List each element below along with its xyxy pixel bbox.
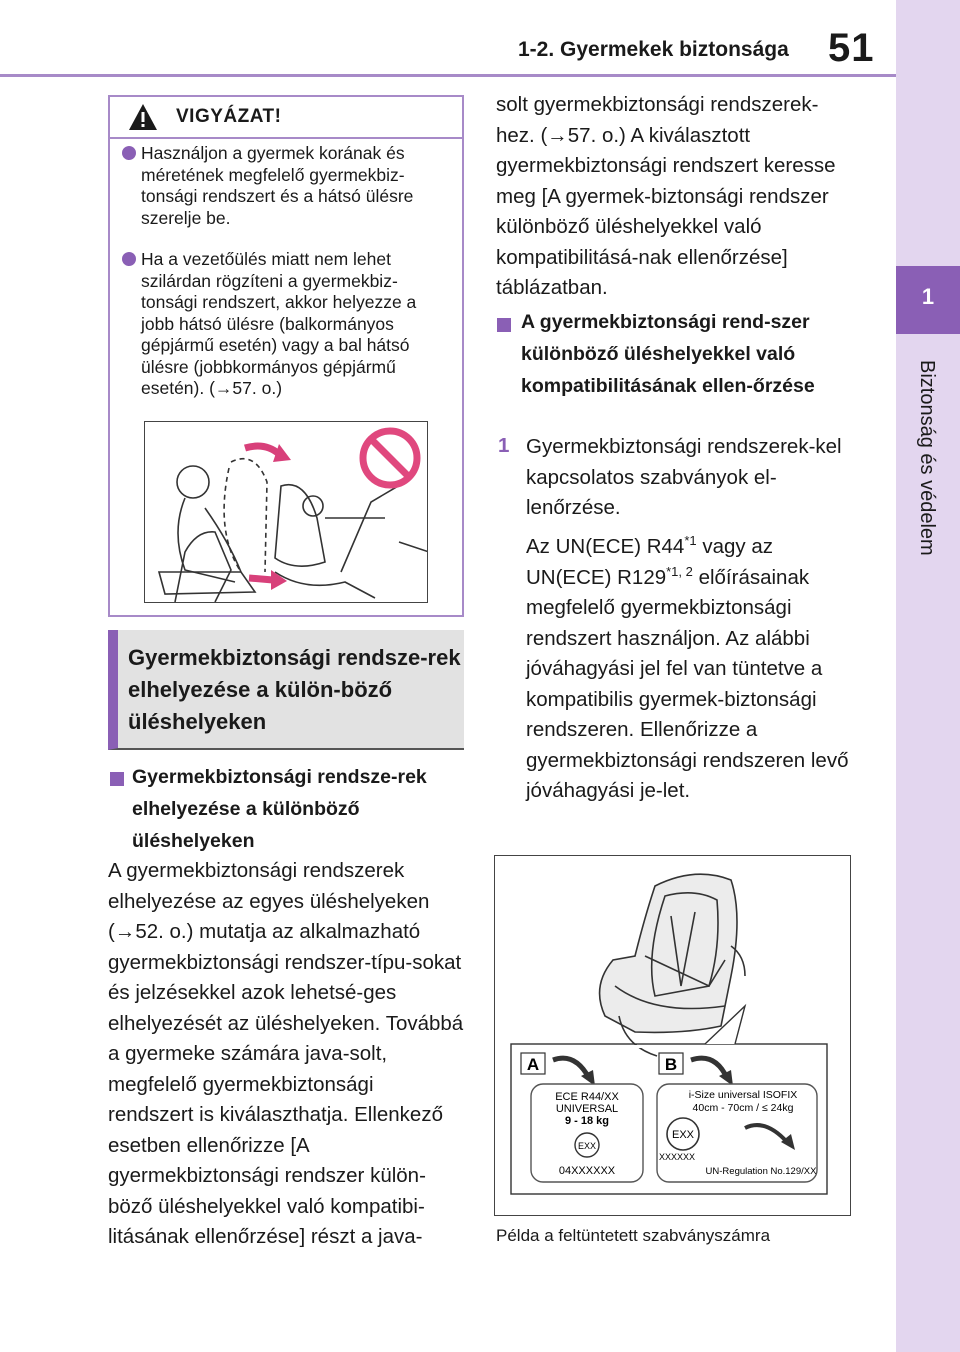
section-heading-box bbox=[108, 630, 464, 750]
caution-item bbox=[122, 143, 452, 229]
page-number: 51 bbox=[828, 26, 875, 70]
step-number: 1 bbox=[498, 434, 510, 457]
approval-label-figure bbox=[494, 855, 851, 1216]
step-detail-part: vagy az UN(ECE) R129 bbox=[526, 535, 773, 589]
caution-item-text: Használjon a gyermek korának és méretének megfelelő gyermekbiz-tonsági rendszert és a hátsó ülésre szerelje be. bbox=[141, 143, 414, 228]
label-a-line3: 9 - 18 kg bbox=[564, 1115, 610, 1127]
body-paragraph-continued: solt gyermekbiztonsági rendszerek-hez. (→57. o.) A kiválasztott gyermekbiztonsági rendszert keresse meg [A gyermek-biztonsági rendszer különböző üléshelyekkel való kompatibilitásá-nak ellenőrzése] táblázatban. bbox=[496, 93, 836, 299]
label-a-line2: UNIVERSAL bbox=[555, 1103, 619, 1115]
label-b-mark: EXX bbox=[671, 1129, 695, 1141]
figure-caption: Példa a feltüntetett szabványszámra bbox=[496, 1226, 771, 1245]
illustration-drawing bbox=[145, 422, 428, 603]
child-seat-front-seat-illustration bbox=[144, 421, 428, 603]
caution-item-text: Ha a vezetőülés miatt nem lehet szilárdan rögzíteni a gyermekbiz-tonsági rendszert, akkor helyezze a jobb hátsó ülésre (balkormányos gépjármű esetén) vagy a bal hátsó ülésre (jobbkormányos gépjármű esetén). (→57. o.) bbox=[141, 249, 417, 398]
section-heading: Gyermekbiztonsági rendsze-rek elhelyezése a külön-böző üléshelyeken bbox=[128, 645, 461, 734]
caution-item bbox=[122, 249, 452, 400]
warning-triangle-icon bbox=[128, 103, 158, 131]
label-a-mark: EXX bbox=[577, 1141, 597, 1151]
step-detail-part: Az UN(ECE) R44 bbox=[526, 535, 685, 558]
subheading: Gyermekbiztonsági rendsze-rek elhelyezése a különböző üléshelyeken bbox=[132, 766, 427, 852]
label-b: B bbox=[664, 1055, 678, 1074]
step-detail bbox=[526, 532, 856, 807]
caution-title: VIGYÁZAT! bbox=[176, 106, 282, 127]
label-b-regulation: UN-Regulation No.129/XX bbox=[705, 1166, 817, 1177]
chapter-side-tab bbox=[896, 0, 960, 1352]
header-rule bbox=[0, 74, 896, 77]
section-title: 1-2. Gyermekek biztonsága bbox=[518, 38, 789, 61]
chapter-number: 1 bbox=[921, 284, 935, 309]
approval-label-drawing bbox=[495, 856, 851, 1216]
label-a-line1: ECE R44/XX bbox=[555, 1091, 619, 1103]
square-bullet-icon bbox=[497, 318, 511, 332]
label-a: A bbox=[526, 1055, 540, 1074]
label-b-line2: 40cm - 70cm / ≤ 24kg bbox=[692, 1102, 794, 1114]
footnote-ref: *1 bbox=[684, 533, 697, 549]
step-detail-part: előírásainak megfelelő gyermekbiztonsági rendszert használjon. Az alábbi jóváhagyási jel fel van tüntetve a kompatibilis gyermek-biztonsági rendszeren. Ellenőrizze a gyermekbiztonsági rendszeren levő jóváhagyási je-let. bbox=[526, 565, 849, 802]
caution-box bbox=[108, 95, 464, 617]
bullet-icon bbox=[122, 252, 136, 266]
subheading: A gyermekbiztonsági rend-szer különböző üléshelyekkel való kompatibilitásának ellen-őrzése bbox=[521, 311, 815, 397]
bullet-icon bbox=[122, 146, 136, 160]
label-a-code: 04XXXXXX bbox=[558, 1165, 616, 1177]
footnote-ref: *1, 2 bbox=[666, 563, 693, 579]
caution-header bbox=[110, 97, 462, 139]
label-b-code: XXXXXX bbox=[658, 1152, 696, 1162]
chapter-title: Biztonság és védelem bbox=[916, 360, 938, 556]
label-b-line1: i-Size universal ISOFIX bbox=[688, 1089, 798, 1101]
body-paragraph: A gyermekbiztonsági rendszerek elhelyezése az egyes üléshelyeken (→52. o.) mutatja az alkalmazható gyermekbiztonsági rendszer-típu-sokat és jelzésekkel azok lehetsé-ges elhelyezését az üléshelyeken. Továbbá a gyermeke számára java-solt, megfelelő gyermekbiztonsági rendszert is kiválaszthatja. Ellenkező esetben ellenőrizze [A gyermekbiztonsági rendszer külön-böző üléshelyekkel való kompatibi-litásának ellenőrzése] részt a java- bbox=[108, 859, 464, 1248]
step-text: Gyermekbiztonsági rendszerek-kel kapcsolatos szabványok el-lenőrzése. bbox=[526, 435, 842, 519]
square-bullet-icon bbox=[110, 772, 124, 786]
